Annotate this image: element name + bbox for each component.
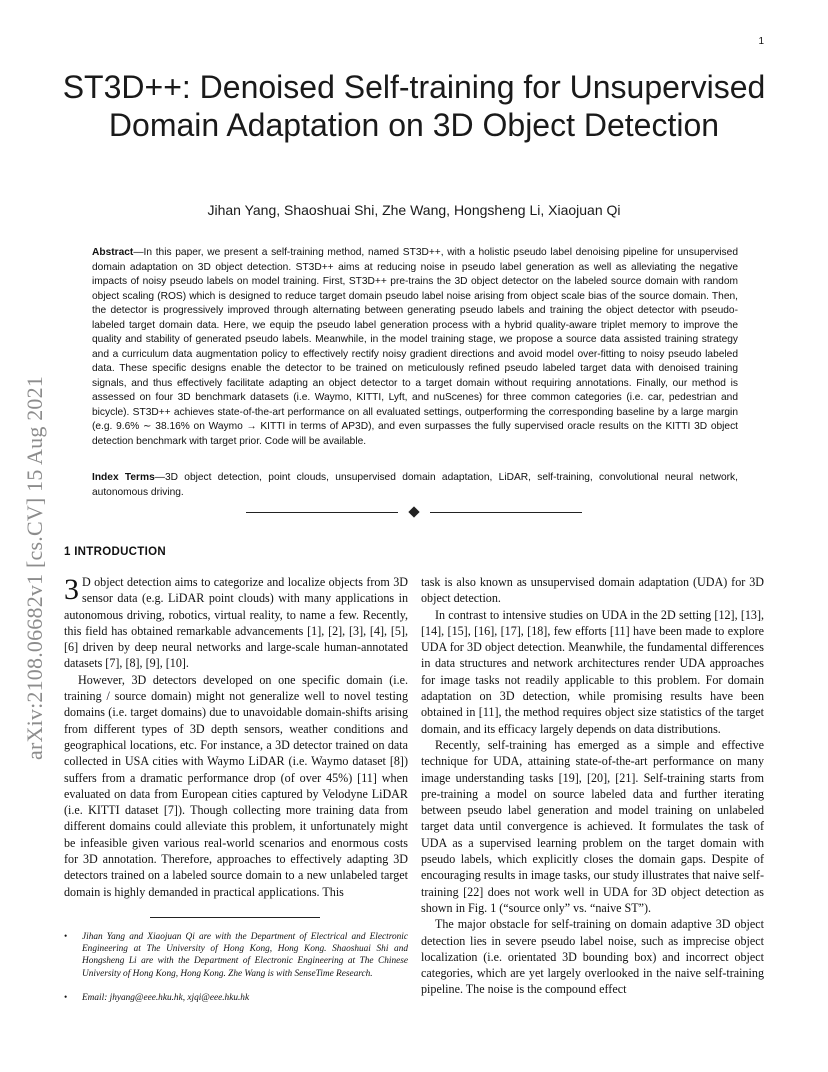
- diamond-icon: [408, 506, 419, 517]
- paper-title: ST3D++: Denoised Self-training for Unsupervised Domain Adaptation on 3D Object Detection: [62, 69, 766, 143]
- footnote-affiliations: [64, 931, 408, 980]
- paragraph: However, 3D detectors developed on one specific domain (i.e. training / source domain) might not generalize well to novel testing domains (i.e. target domains) due to unavoidable domain-shifts arising from different types of 3D depth sensors, weather conditions and geographical locations, etc. For instance, a 3D detector trained on data collected in USA cities with Waymo LiDAR (i.e. Waymo dataset [8]) suffers from a dramatic performance drop (of over 45%) [11] when evaluated on data from European cities captured by Velodyne LiDAR (i.e. KITTI dataset [7]). Though collecting more training data from different domains could alleviate this problem, it unfortunately might be infeasible given various real-world scenarios and enormous costs for 3D annotation. Therefore, approaches to effectively adapting 3D detectors trained on a labeled source domain to a new unlabeled target domain is highly demanded in practical applications. This: [64, 672, 408, 899]
- abstract: [92, 246, 738, 449]
- index-terms-text: —3D object detection, point clouds, unsupervised domain adaptation, LiDAR, self-training, convolutional neural network, autonomous driving.: [92, 472, 738, 498]
- section-separator: [246, 512, 582, 513]
- author-list: Jihan Yang, Shaoshuai Shi, Zhe Wang, Hongsheng Li, Xiaojuan Qi: [207, 202, 621, 218]
- index-terms-label: Index Terms: [92, 472, 155, 483]
- footnote-text: Jihan Yang and Xiaojuan Qi are with the Department of Electrical and Electronic Engineering at The University of Hong Kong, Hong Kong. Shaoshuai Shi and Hongsheng Li are with the Department of Electronic Engineering at The Chinese University of Hong Kong, Hong Kong. Zhe Wang is with SenseTime Research.: [82, 932, 408, 979]
- abstract-label: Abstract: [92, 247, 134, 258]
- separator-line-left: [246, 512, 398, 513]
- footnote-email: [64, 992, 408, 1004]
- bullet: •: [64, 993, 68, 1003]
- index-terms: [92, 471, 738, 500]
- arxiv-identifier-stamp: arXiv:2108.06682v1 [cs.CV] 15 Aug 2021: [22, 375, 47, 760]
- paragraph: Recently, self-training has emerged as a simple and effective technique for UDA, attaining state-of-the-art performance on many image understanding tasks [19], [20], [21]. Self-training starts from pre-training a model on source labeled data and further iterating between pseudo label generation and model training on unlabeled target data until convergence is achieved. It formulates the task of UDA as a supervised learning problem on the target domain with pseudo labels, which explicitly closes the domain gaps. Despite of encouraging results in image tasks, our study illustrates that naive self-training [22] does not work well in UDA for 3D object detection as shown in Fig. 1 (“source only” vs. “naive ST”).: [421, 737, 764, 915]
- bullet: •: [64, 932, 68, 942]
- section-heading: 1 INTRODUCTION: [64, 546, 166, 558]
- drop-cap: 3: [64, 573, 79, 606]
- paragraph: The major obstacle for self-training on domain adaptive 3D object detection lies in severe pseudo label noise, such as imprecise object localization (i.e. orientated 3D bounding box) and incorrect object categories, which are yet largely overlooked in the naive self-training pipeline. The noise is the compound effect: [421, 917, 764, 997]
- footnote-text: Email: jhyang@eee.hku.hk, xjqi@eee.hku.hk: [82, 993, 250, 1003]
- left-column: [64, 574, 408, 900]
- paragraph: task is also known as unsupervised domain adaptation (UDA) for 3D object detection.: [421, 575, 764, 606]
- paragraph: In contrast to intensive studies on UDA in the 2D setting [12], [13], [14], [15], [16], [17], [18], few efforts [11] have been made to explore UDA for 3D object detection. Meanwhile, the fundamental differences in data structures and network architectures render UDA approaches for image tasks not readily applicable to this problem. For domain adaptation on 3D detection, while promising results have been obtained in [11], the method requires object size statistics of the target domain, and its efficacy largely depends on data distributions.: [421, 607, 764, 736]
- abstract-text: —In this paper, we present a self-training method, named ST3D++, with a holistic pseudo label denoising pipeline for unsupervised domain adaptation on 3D object detection. ST3D++ aims at reducing noise in pseudo label generation as well as alleviating the negative impacts of noisy pseudo labels on model training. First, ST3D++ pre-trains the 3D object detector on the labeled source domain with random object scaling (ROS) which is designed to reduce target domain pseudo label noise arising from object scale bias of the source domain. Then, the detector is progressively improved through alternating between generating pseudo labels and training the object detector with pseudo-labeled target domain data. Here, we equip the pseudo label generation process with a hybrid quality-aware triplet memory to improve the quality and stability of generated pseudo labels. Meanwhile, in the model training stage, we propose a source data assisted training strategy and a curriculum data augmentation policy to effectively rectify noisy gradient directions and avoid model over-fitting to noisy pseudo labeled data. These specific designs enable the detector to be trained on meticulously refined pseudo labeled target data with denoised training signals, and thus effectively facilitate adapting an object detector to a target domain without requiring annotations. Finally, our method is assessed on four 3D benchmark datasets (i.e. Waymo, KITTI, Lyft, and nuScenes) for three common categories (i.e. car, pedestrian and bicycle). ST3D++ achieves state-of-the-art performance on all evaluated settings, outperforming the corresponding baseline by a large margin (e.g. 9.6% ∼ 38.16% on Waymo → KITTI in terms of AP3D), and even surpasses the fully supervised oracle results on the KITTI 3D object detection benchmark with target prior. Code will be available.: [92, 247, 738, 447]
- page-number: 1: [758, 36, 764, 47]
- footnote-rule: [150, 917, 320, 918]
- separator-line-right: [430, 512, 582, 513]
- paragraph: [64, 574, 408, 672]
- right-column: [421, 574, 764, 998]
- paragraph-text: D object detection aims to categorize and localize objects from 3D sensor data (e.g. LiDAR point clouds) with many applications in autonomous driving, robotics, virtual reality, to name a few. Recently, this field has obtained remarkable advancements [1], [2], [3], [4], [5], [6] driven by deep neural networks and large-scale human-annotated datasets [7], [8], [9], [10].: [64, 575, 408, 671]
